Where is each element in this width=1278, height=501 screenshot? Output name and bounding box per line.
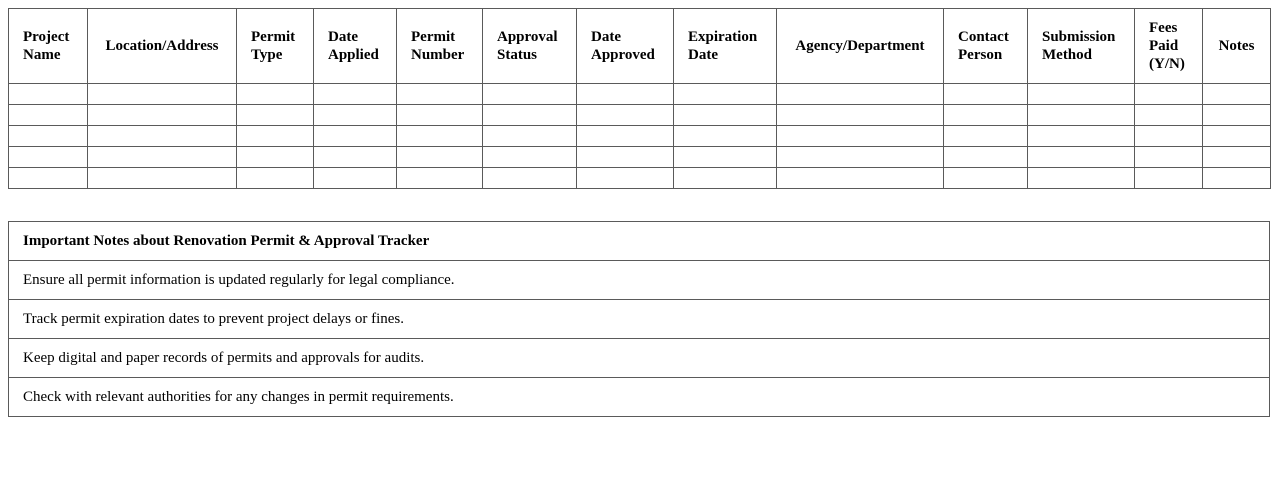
table-cell[interactable] [314, 147, 397, 168]
table-cell[interactable] [944, 126, 1028, 147]
table-cell[interactable] [483, 126, 577, 147]
table-cell[interactable] [1135, 147, 1203, 168]
table-cell[interactable] [1135, 168, 1203, 189]
table-cell[interactable] [314, 105, 397, 126]
table-cell[interactable] [577, 168, 674, 189]
table-cell[interactable] [397, 126, 483, 147]
table-cell[interactable] [9, 168, 88, 189]
table-row [9, 105, 1271, 126]
column-header-permit-type: Permit Type [237, 9, 314, 84]
table-cell[interactable] [674, 147, 777, 168]
table-cell[interactable] [674, 105, 777, 126]
table-cell[interactable] [674, 84, 777, 105]
note-row [9, 300, 1270, 339]
table-cell[interactable] [314, 126, 397, 147]
table-cell[interactable] [777, 84, 944, 105]
table-cell[interactable] [237, 147, 314, 168]
table-cell[interactable] [9, 126, 88, 147]
table-cell[interactable] [577, 147, 674, 168]
table-cell[interactable] [577, 126, 674, 147]
table-cell[interactable] [314, 168, 397, 189]
permit-tracker-table [8, 8, 1271, 189]
note-row [9, 339, 1270, 378]
table-cell[interactable] [314, 84, 397, 105]
table-cell[interactable] [674, 168, 777, 189]
table-cell[interactable] [777, 126, 944, 147]
table-body [9, 84, 1271, 189]
important-notes-table [8, 221, 1270, 417]
column-header-notes: Notes [1203, 9, 1271, 84]
table-cell[interactable] [1203, 84, 1271, 105]
column-header-fees-paid: Fees Paid (Y/N) [1135, 9, 1203, 84]
notes-title: Important Notes about Renovation Permit & Approval Tracker [9, 222, 1270, 261]
table-cell[interactable] [483, 84, 577, 105]
column-header-agency-department: Agency/Department [777, 9, 944, 84]
table-cell[interactable] [88, 84, 237, 105]
table-cell[interactable] [1203, 105, 1271, 126]
table-cell[interactable] [9, 147, 88, 168]
note-row [9, 261, 1270, 300]
table-cell[interactable] [9, 105, 88, 126]
column-header-submission-method: Submission Method [1028, 9, 1135, 84]
table-cell[interactable] [944, 147, 1028, 168]
table-cell[interactable] [1135, 105, 1203, 126]
note-item: Track permit expiration dates to prevent project delays or fines. [9, 300, 1270, 339]
table-cell[interactable] [1203, 168, 1271, 189]
notes-title-row [9, 222, 1270, 261]
table-row [9, 168, 1271, 189]
column-header-project-name: Project Name [9, 9, 88, 84]
table-cell[interactable] [88, 126, 237, 147]
note-item: Check with relevant authorities for any changes in permit requirements. [9, 378, 1270, 417]
table-cell[interactable] [1028, 168, 1135, 189]
table-cell[interactable] [1028, 84, 1135, 105]
table-row [9, 126, 1271, 147]
table-cell[interactable] [1028, 147, 1135, 168]
table-cell[interactable] [1203, 147, 1271, 168]
table-cell[interactable] [88, 105, 237, 126]
table-cell[interactable] [944, 105, 1028, 126]
column-header-expiration-date: Expiration Date [674, 9, 777, 84]
note-item: Keep digital and paper records of permits and approvals for audits. [9, 339, 1270, 378]
table-cell[interactable] [237, 168, 314, 189]
column-header-location-address: Location/Address [88, 9, 237, 84]
table-cell[interactable] [1028, 126, 1135, 147]
table-cell[interactable] [944, 84, 1028, 105]
note-item: Ensure all permit information is updated regularly for legal compliance. [9, 261, 1270, 300]
table-cell[interactable] [777, 168, 944, 189]
table-row [9, 147, 1271, 168]
table-cell[interactable] [237, 84, 314, 105]
table-cell[interactable] [397, 105, 483, 126]
column-header-approval-status: Approval Status [483, 9, 577, 84]
table-cell[interactable] [777, 105, 944, 126]
table-cell[interactable] [397, 147, 483, 168]
table-cell[interactable] [483, 105, 577, 126]
table-header-row [9, 9, 1271, 84]
table-cell[interactable] [1028, 105, 1135, 126]
column-header-date-applied: Date Applied [314, 9, 397, 84]
table-cell[interactable] [237, 105, 314, 126]
column-header-date-approved: Date Approved [577, 9, 674, 84]
table-cell[interactable] [577, 105, 674, 126]
table-cell[interactable] [777, 147, 944, 168]
note-row [9, 378, 1270, 417]
table-cell[interactable] [9, 84, 88, 105]
column-header-permit-number: Permit Number [397, 9, 483, 84]
table-cell[interactable] [483, 168, 577, 189]
table-cell[interactable] [1135, 84, 1203, 105]
column-header-contact-person: Contact Person [944, 9, 1028, 84]
table-cell[interactable] [577, 84, 674, 105]
table-cell[interactable] [237, 126, 314, 147]
table-cell[interactable] [1203, 126, 1271, 147]
table-cell[interactable] [397, 84, 483, 105]
table-cell[interactable] [397, 168, 483, 189]
table-row [9, 84, 1271, 105]
table-cell[interactable] [88, 168, 237, 189]
table-cell[interactable] [483, 147, 577, 168]
table-cell[interactable] [1135, 126, 1203, 147]
table-cell[interactable] [674, 126, 777, 147]
table-cell[interactable] [88, 147, 237, 168]
table-cell[interactable] [944, 168, 1028, 189]
